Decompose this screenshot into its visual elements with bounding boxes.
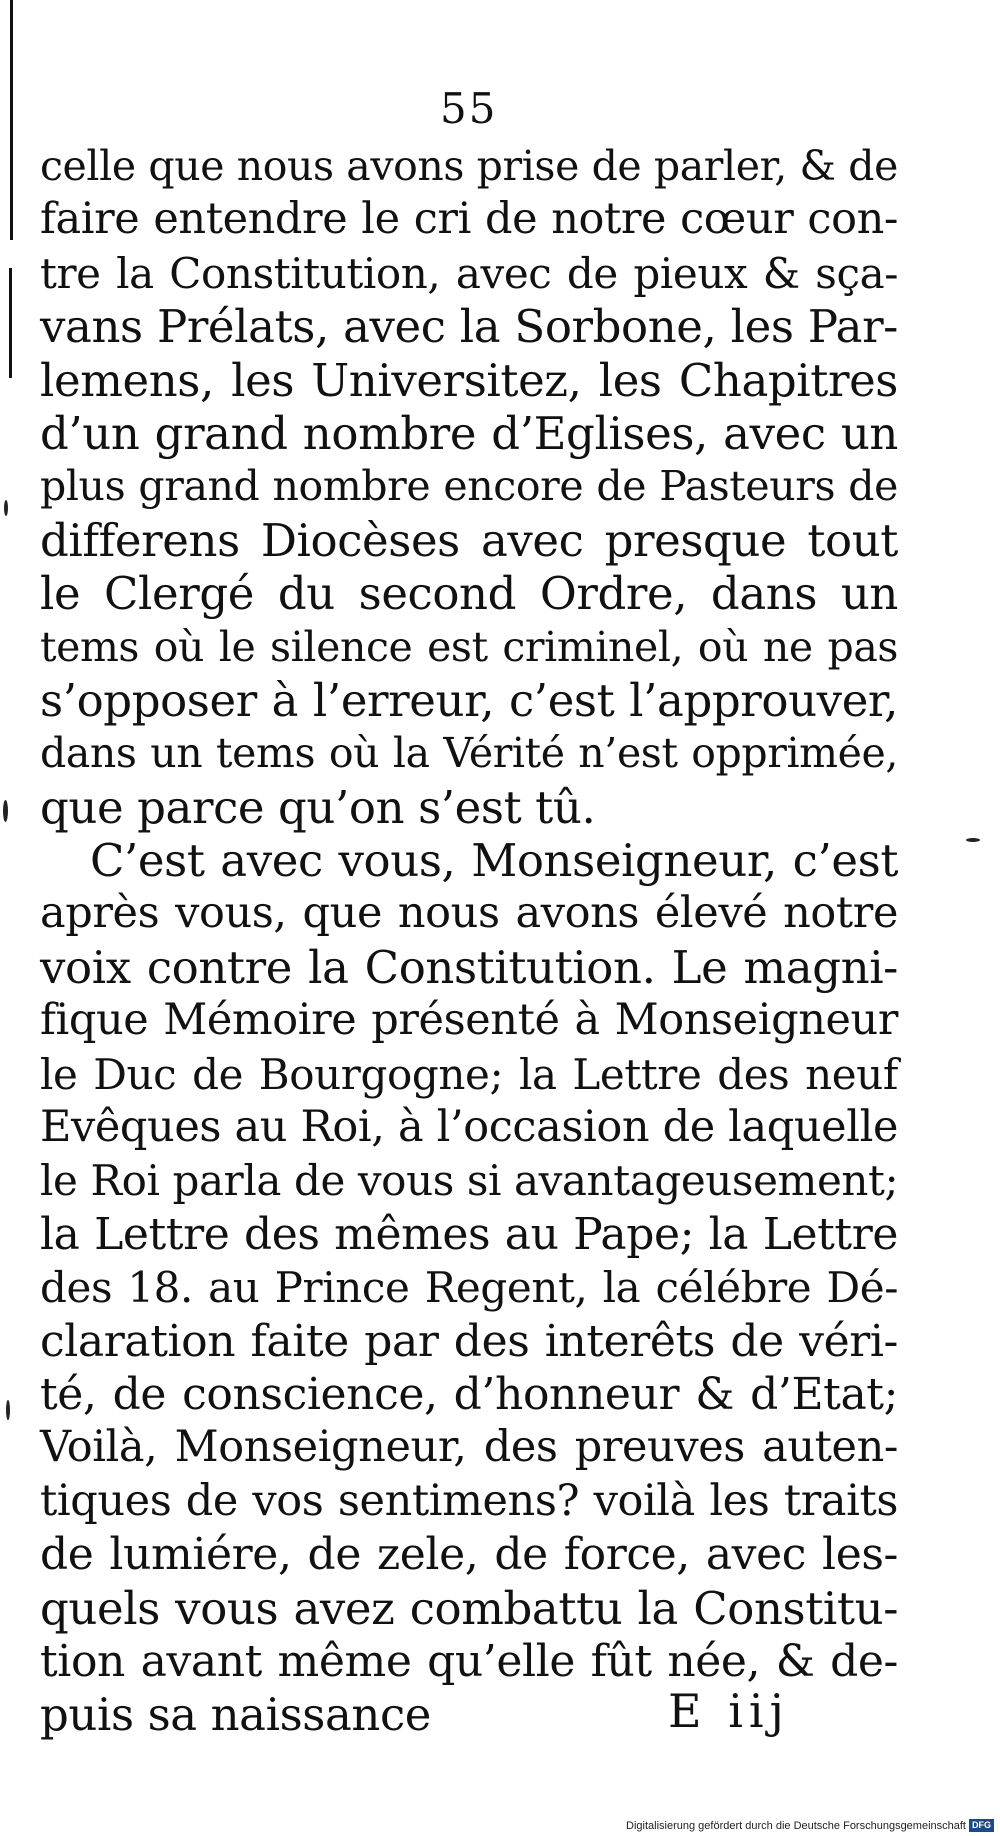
text-line: de lumiére, de zele, de force, avec les- [40, 1529, 898, 1581]
text-line: tion avant même qu’elle fût née, & de- [40, 1635, 898, 1687]
page-number: 55 [440, 84, 498, 133]
text-line: té, de conscience, d’honneur & d’Etat; [40, 1368, 898, 1420]
text-line: que parce qu’on s’est tû. [40, 780, 596, 834]
text-line: Evêques au Roi, à l’occasion de laquelle [40, 1102, 898, 1153]
text-line: differens Diocèses avec presque tout [40, 513, 898, 567]
text-line: s’opposer à l’erreur, c’est l’approuver, [40, 673, 898, 727]
text-line: puis sa naissance [40, 1688, 432, 1742]
text-line: la Lettre des mêmes au Pape; la Lettre [40, 1208, 898, 1260]
scan-speck [966, 838, 980, 842]
text-block [40, 140, 898, 1742]
text-line: tiques de vos sentimens? voilà les traits [40, 1475, 898, 1526]
text-line: dans un tems où la Vérité n’est opprimée, [40, 729, 898, 778]
digitization-footer [626, 1819, 994, 1832]
text-line: plus grand nombre encore de Pasteurs de [40, 462, 898, 511]
text-line: C’est avec vous, Monseigneur, c’est [90, 834, 898, 888]
scan-speck [6, 1400, 10, 1420]
text-line: faire entendre le cri de notre cœur con- [40, 194, 898, 245]
text-line: d’un grand nombre d’Eglises, avec un [40, 406, 898, 460]
text-line: le Clergé du second Ordre, dans un [40, 567, 898, 621]
text-line: fique Mémoire présenté à Monseigneur [40, 995, 898, 1046]
scan-speck [3, 800, 8, 822]
text-line: Voilà, Monseigneur, des preuves auten- [40, 1422, 898, 1473]
text-line: le Roi parla de vous si avantageusement; [40, 1156, 899, 1206]
signature-mark: E iij [668, 1684, 790, 1738]
text-line: tems où le silence est criminel, où ne pas [40, 622, 898, 671]
text-line: quels vous avez combattu la Constitu- [40, 1581, 898, 1635]
scan-speck [4, 500, 8, 516]
scan-margin-line-top [10, 0, 13, 240]
text-line: voix contre la Constitution. Le magni- [40, 940, 898, 994]
footer-text: Digitalisierung gefördert durch die Deutsche Forschungsgemeinschaft [626, 1819, 966, 1832]
text-line: lemens, les Universitez, les Chapitres [40, 353, 898, 407]
text-line: vans Prélats, avec la Sorbone, les Par- [40, 300, 898, 354]
dfg-logo-badge: DFG [969, 1819, 994, 1832]
text-line: des 18. au Prince Regent, la célébre Dé- [40, 1263, 898, 1313]
text-line: tre la Constitution, avec de pieux & sça- [40, 248, 898, 298]
paragraph-2 [40, 834, 898, 1742]
text-line: celle que nous avons prise de parler, & de [40, 142, 898, 190]
text-line: le Duc de Bourgogne; la Lettre des neuf [40, 1049, 898, 1099]
paragraph-1 [40, 140, 898, 834]
scan-margin-line-middle [9, 268, 12, 378]
text-line: claration faite par des interêts de véri- [40, 1315, 898, 1367]
text-line: après vous, que nous avons élevé notre [40, 888, 898, 939]
